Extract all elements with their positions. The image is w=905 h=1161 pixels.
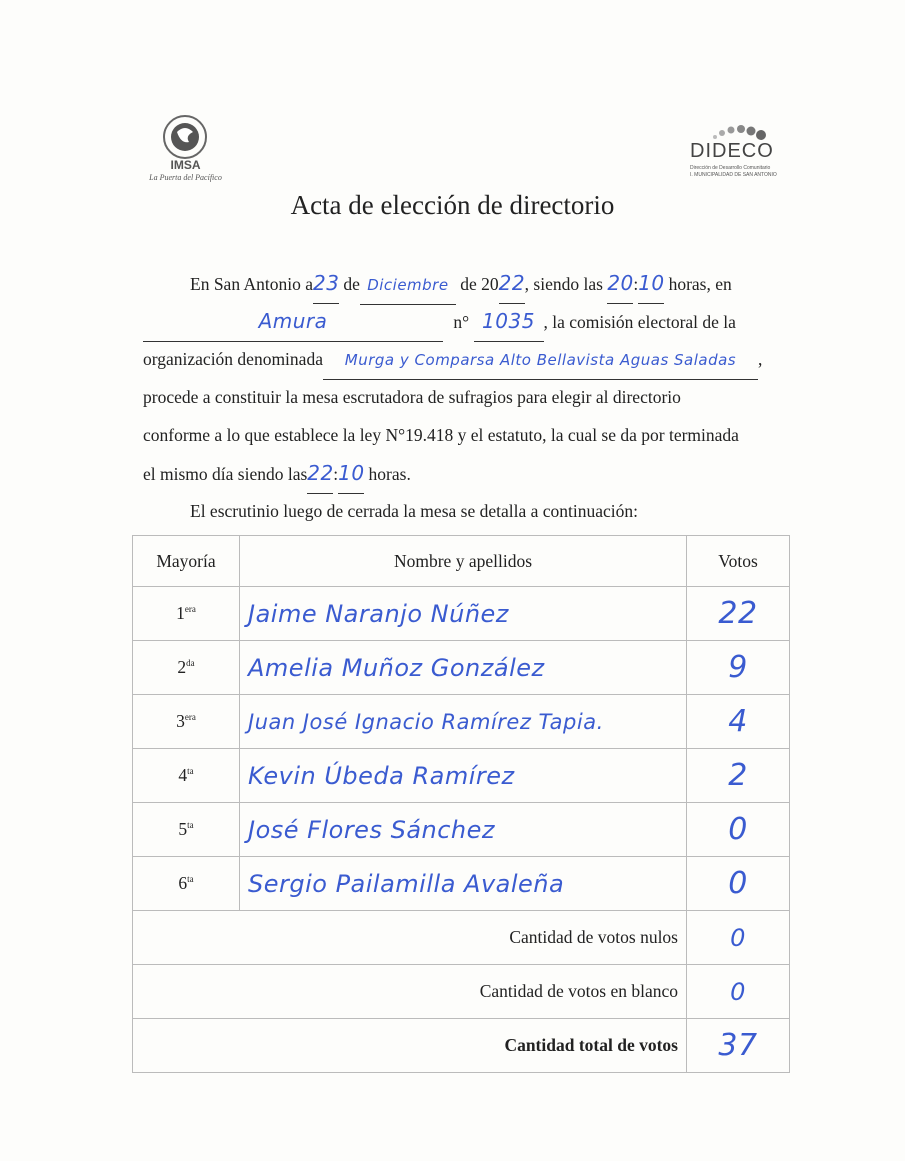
number-field xyxy=(474,302,544,342)
intro-line-1 xyxy=(143,264,783,305)
hour-value: 20 xyxy=(607,271,634,295)
header-mayoria: Mayoría xyxy=(133,536,240,587)
intro-text-7: , la comisión electoral de la xyxy=(543,312,736,332)
month-value: Diciembre xyxy=(367,276,449,294)
rank-cell xyxy=(133,695,240,749)
rank-cell xyxy=(133,857,240,911)
total-votes-label: Cantidad total de votos xyxy=(133,1019,687,1073)
intro-line-4: procede a constituir la mesa escrutadora de sufragios para elegir al directorio xyxy=(143,387,681,407)
intro-line-3 xyxy=(143,340,783,380)
rank-suffix: ta xyxy=(187,874,194,885)
place-field xyxy=(143,302,443,342)
rank-suffix: ta xyxy=(187,820,194,831)
intro-text-1: En San Antonio a xyxy=(190,274,313,294)
imsa-seal-icon xyxy=(143,112,228,162)
rank-number: 6 xyxy=(178,873,188,893)
rank-cell xyxy=(133,587,240,641)
imsa-tagline: La Puerta del Pacífico xyxy=(149,173,222,182)
minute-value: 10 xyxy=(638,271,665,295)
candidate-name: Jaime Naranjo Núñez xyxy=(240,587,687,641)
intro-text-12: el mismo día siendo las xyxy=(143,464,308,484)
rank-cell xyxy=(133,749,240,803)
table-header-row xyxy=(133,536,790,587)
table-row xyxy=(133,587,790,641)
header-votos: Votos xyxy=(687,536,790,587)
dideco-name: DIDECO xyxy=(690,140,774,162)
rank-number: 5 xyxy=(178,819,188,839)
intro-text-2: de xyxy=(343,274,360,294)
table-row xyxy=(133,695,790,749)
candidate-name: Sergio Pailamilla Avaleña xyxy=(240,857,687,911)
table-row xyxy=(133,803,790,857)
end-minute-value: 10 xyxy=(338,461,365,485)
month-field xyxy=(360,265,456,305)
rank-suffix: era xyxy=(184,712,196,723)
intro-text-8: organización denominada xyxy=(143,349,323,369)
blank-votes-label: Cantidad de votos en blanco xyxy=(133,965,687,1019)
day-field xyxy=(313,264,339,304)
blank-votes-value: 0 xyxy=(687,965,790,1019)
candidate-votes: 2 xyxy=(687,749,790,803)
place-value: Amura xyxy=(258,309,328,333)
results-table xyxy=(132,535,790,1073)
rank-cell xyxy=(133,803,240,857)
candidate-votes: 4 xyxy=(687,695,790,749)
minute-field xyxy=(638,264,664,304)
header-nombre: Nombre y apellidos xyxy=(240,536,687,587)
intro-text-5: horas, en xyxy=(668,274,732,294)
end-colon: : xyxy=(333,464,339,484)
null-votes-label: Cantidad de votos nulos xyxy=(133,911,687,965)
dideco-sub2: I. MUNICIPALIDAD DE SAN ANTONIO xyxy=(690,172,777,178)
page-title: Acta de elección de directorio xyxy=(290,190,615,220)
candidate-name: Juan José Ignacio Ramírez Tapia. xyxy=(240,695,687,749)
total-votes-row xyxy=(133,1019,790,1073)
imsa-logo xyxy=(143,112,228,190)
intro-line-5: conforme a lo que establece la ley N°19.418 y el estatuto, la cual se da por terminada xyxy=(143,425,739,445)
candidate-votes: 0 xyxy=(687,857,790,911)
colon: : xyxy=(633,274,639,294)
dots-icon xyxy=(688,122,788,142)
table-row xyxy=(133,749,790,803)
intro-line-6 xyxy=(143,454,783,494)
intro-text-3: de 20 xyxy=(460,274,499,294)
rank-number: 4 xyxy=(178,765,188,785)
number-value: 1035 xyxy=(482,309,535,333)
year-value: 22 xyxy=(498,271,526,295)
candidate-name: José Flores Sánchez xyxy=(240,803,687,857)
table-row xyxy=(133,857,790,911)
org-value: Murga y Comparsa Alto Bellavista Aguas Saladas xyxy=(344,351,737,369)
org-field xyxy=(323,340,758,380)
candidate-votes: 9 xyxy=(687,641,790,695)
total-votes-value: 37 xyxy=(687,1019,790,1073)
table-row xyxy=(133,641,790,695)
hour-field xyxy=(607,264,633,304)
null-votes-row xyxy=(133,911,790,965)
day-value: 23 xyxy=(312,271,340,295)
rank-suffix: ta xyxy=(187,766,194,777)
blank-votes-row xyxy=(133,965,790,1019)
intro-line-2 xyxy=(143,302,783,342)
candidate-votes: 22 xyxy=(687,587,790,641)
intro-text-6: n° xyxy=(453,312,470,332)
rank-number: 3 xyxy=(176,711,185,731)
end-minute-field xyxy=(338,454,364,494)
intro-text-9: , xyxy=(757,349,763,369)
candidate-name: Amelia Muñoz González xyxy=(240,641,687,695)
rank-number: 1 xyxy=(176,603,185,623)
candidate-votes: 0 xyxy=(687,803,790,857)
intro-text-13: horas. xyxy=(368,464,411,484)
end-hour-value: 22 xyxy=(307,461,334,485)
rank-suffix: da xyxy=(186,658,195,669)
year-field xyxy=(499,264,525,304)
null-votes-value: 0 xyxy=(687,911,790,965)
imsa-name: IMSA xyxy=(170,158,201,172)
rank-cell xyxy=(133,641,240,695)
dideco-sub1: Dirección de Desarrollo Comunitario xyxy=(690,165,771,171)
rank-suffix: era xyxy=(184,604,196,615)
end-hour-field xyxy=(307,454,333,494)
scrutiny-intro: El escrutinio luego de cerrada la mesa se detalla a continuación: xyxy=(190,501,639,521)
intro-text-4: , siendo las xyxy=(524,274,603,294)
rank-number: 2 xyxy=(177,657,187,677)
dideco-logo xyxy=(688,122,788,182)
candidate-name: Kevin Úbeda Ramírez xyxy=(240,749,687,803)
